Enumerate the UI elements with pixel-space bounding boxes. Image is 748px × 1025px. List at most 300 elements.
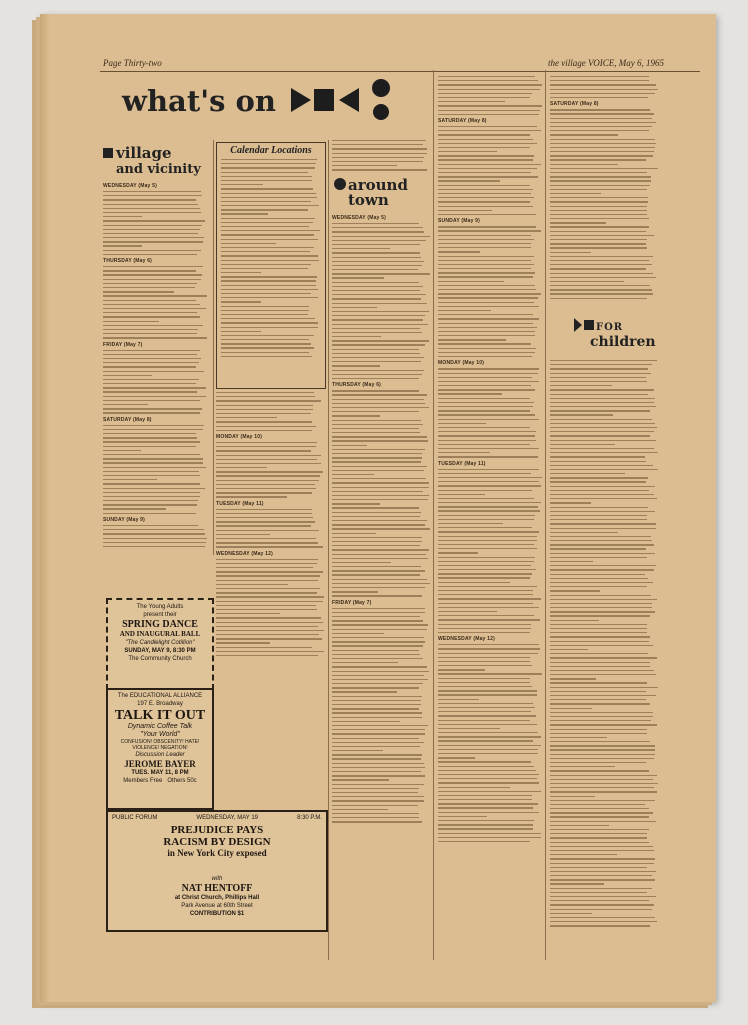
text-line <box>103 354 197 355</box>
text-line <box>332 424 423 425</box>
text-line <box>438 582 510 583</box>
text-line <box>550 557 647 558</box>
text-line <box>550 139 655 140</box>
text-line <box>332 411 419 412</box>
text-line <box>332 428 419 429</box>
text-line <box>221 243 276 244</box>
text-line <box>332 587 425 588</box>
text-line <box>438 456 538 457</box>
text-line <box>550 402 654 403</box>
text-line <box>103 404 148 405</box>
text-line <box>216 588 320 589</box>
text-line <box>332 482 429 483</box>
text-line <box>216 622 323 623</box>
text-line <box>103 379 199 380</box>
text-line <box>332 503 380 504</box>
text-line <box>103 212 201 213</box>
text-line <box>103 425 204 426</box>
text-line <box>550 548 646 549</box>
text-line <box>550 825 609 826</box>
text-line <box>216 580 318 581</box>
text-line <box>332 570 425 571</box>
text-line <box>103 283 197 284</box>
text-line <box>550 494 654 495</box>
text-line <box>438 615 534 616</box>
text-line <box>103 291 174 292</box>
text-line <box>332 725 428 726</box>
text-line <box>550 607 652 608</box>
text-line <box>550 214 647 215</box>
text-line <box>550 502 591 503</box>
text-line <box>438 594 533 595</box>
text-line <box>103 371 204 372</box>
text-line <box>221 260 319 261</box>
text-line <box>438 176 538 177</box>
section-around-town: around town <box>334 178 408 208</box>
text-line <box>103 471 199 472</box>
text-line <box>103 383 196 384</box>
text-line <box>550 293 653 294</box>
text-line <box>438 76 535 77</box>
text-line <box>332 227 423 228</box>
text-line <box>438 226 536 227</box>
text-line <box>550 210 647 211</box>
text-line <box>438 837 541 838</box>
text-line <box>332 574 420 575</box>
text-line <box>438 373 538 374</box>
text-line <box>438 477 542 478</box>
text-line <box>550 896 656 897</box>
text-line <box>438 343 531 344</box>
text-line <box>550 628 647 629</box>
text-line <box>550 189 647 190</box>
text-line <box>438 481 539 482</box>
text-line <box>103 441 200 442</box>
text-line <box>550 829 649 830</box>
text-line <box>438 540 537 541</box>
text-line <box>438 544 534 545</box>
text-line <box>221 356 312 357</box>
text-line <box>103 496 200 497</box>
text-line <box>103 525 198 526</box>
text-line <box>332 269 418 270</box>
text-line <box>550 151 654 152</box>
text-line <box>332 340 429 341</box>
text-line <box>438 828 533 829</box>
text-line <box>332 252 420 253</box>
text-line <box>550 536 651 537</box>
text-line <box>550 603 652 604</box>
text-line <box>438 440 536 441</box>
text-line <box>550 687 658 688</box>
text-line <box>332 537 422 538</box>
text-line <box>550 185 650 186</box>
text-line <box>550 770 649 771</box>
text-line <box>550 118 652 119</box>
text-line <box>438 206 533 207</box>
text-line <box>438 268 531 269</box>
text-line <box>216 450 311 451</box>
text-line <box>332 566 421 567</box>
text-line <box>216 442 317 443</box>
text-line <box>550 122 656 123</box>
text-line <box>332 687 419 688</box>
text-line <box>550 134 618 135</box>
text-line <box>550 206 647 207</box>
text-line <box>221 247 314 248</box>
text-line <box>332 813 419 814</box>
text-line <box>550 515 647 516</box>
text-line <box>550 511 655 512</box>
text-line <box>332 696 422 697</box>
text-line <box>550 569 654 570</box>
text-line <box>103 446 196 447</box>
calendar-locations-box: Calendar Locations <box>216 142 326 389</box>
text-line <box>332 800 424 801</box>
text-line <box>438 235 531 236</box>
text-line <box>216 521 315 522</box>
text-line <box>438 276 533 277</box>
text-line <box>550 662 650 663</box>
text-line <box>550 364 652 365</box>
text-line <box>438 833 541 834</box>
text-line <box>550 800 655 801</box>
text-line <box>332 641 425 642</box>
text-line <box>332 474 374 475</box>
text-line <box>438 628 531 629</box>
text-line <box>550 892 647 893</box>
text-line <box>550 875 652 876</box>
text-line <box>438 89 540 90</box>
text-line <box>332 495 429 496</box>
text-line <box>216 596 324 597</box>
text-line <box>332 792 418 793</box>
text-line <box>332 487 429 488</box>
text-line <box>438 306 539 307</box>
text-line <box>550 787 654 788</box>
text-line <box>103 433 196 434</box>
text-line <box>332 478 426 479</box>
text-line <box>332 533 376 534</box>
text-line <box>221 280 316 281</box>
text-line <box>550 863 654 864</box>
text-line <box>438 573 532 574</box>
text-line <box>332 399 424 400</box>
text-line <box>438 494 485 495</box>
text-line <box>550 703 650 704</box>
text-line <box>332 624 428 625</box>
text-line <box>438 272 535 273</box>
text-line <box>550 235 654 236</box>
text-line <box>438 740 533 741</box>
text-line <box>332 303 427 304</box>
text-line <box>550 97 648 98</box>
text-line <box>103 391 197 392</box>
text-line <box>216 542 318 543</box>
text-line <box>216 609 317 610</box>
text-line <box>332 265 422 266</box>
text-line <box>438 807 533 808</box>
text-line <box>550 226 649 227</box>
text-line <box>103 529 204 530</box>
text-line <box>550 473 625 474</box>
text-line <box>221 167 315 168</box>
text-line <box>438 682 530 683</box>
text-line <box>103 333 197 334</box>
text-line <box>550 595 651 596</box>
text-line <box>550 172 647 173</box>
text-line <box>103 250 201 251</box>
text-line <box>103 408 202 409</box>
text-line <box>221 251 310 252</box>
text-line <box>438 515 535 516</box>
text-line <box>332 286 423 287</box>
text-line <box>216 605 316 606</box>
text-line <box>216 513 312 514</box>
text-line <box>438 711 531 712</box>
text-line <box>550 532 618 533</box>
text-line <box>332 157 424 158</box>
text-line <box>221 264 311 265</box>
text-line <box>103 500 198 501</box>
text-line <box>103 400 200 401</box>
text-line <box>438 230 541 231</box>
text-line <box>103 396 206 397</box>
text-line <box>216 638 322 639</box>
text-line <box>550 385 612 386</box>
text-line <box>438 502 541 503</box>
text-line <box>550 858 655 859</box>
text-line <box>438 699 479 700</box>
text-line <box>103 337 207 338</box>
text-line <box>438 193 531 194</box>
text-line <box>438 736 541 737</box>
text-line <box>221 163 316 164</box>
text-line <box>438 126 537 127</box>
text-line <box>221 289 318 290</box>
text-line <box>438 799 532 800</box>
text-line <box>438 523 503 524</box>
text-line <box>438 314 533 315</box>
text-line <box>332 499 428 500</box>
text-line <box>438 469 539 470</box>
text-line <box>332 608 425 609</box>
text-line <box>550 394 648 395</box>
text-line <box>550 239 647 240</box>
text-line <box>332 290 420 291</box>
text-line <box>438 653 538 654</box>
text-line <box>550 678 596 679</box>
text-line <box>550 745 655 746</box>
text-line <box>221 335 314 336</box>
text-line <box>550 427 657 428</box>
text-line <box>438 168 537 169</box>
text-line <box>550 766 615 767</box>
text-line <box>332 294 426 295</box>
text-line <box>332 236 430 237</box>
text-line <box>332 240 426 241</box>
text-line <box>332 257 421 258</box>
text-line <box>216 417 277 418</box>
text-line <box>550 695 656 696</box>
text-line <box>438 766 534 767</box>
text-line <box>332 691 397 692</box>
text-line <box>550 590 600 591</box>
text-line <box>332 817 419 818</box>
listings-column-3-top <box>332 140 430 180</box>
text-line <box>216 592 317 593</box>
text-line <box>216 492 312 493</box>
text-line <box>332 721 400 722</box>
text-line <box>221 306 309 307</box>
text-line <box>216 426 316 427</box>
text-line <box>550 691 646 692</box>
text-line <box>438 603 533 604</box>
text-line <box>550 523 656 524</box>
text-line <box>103 546 205 547</box>
text-line <box>438 770 536 771</box>
text-line <box>438 724 537 725</box>
text-line <box>550 712 653 713</box>
text-line <box>550 913 592 914</box>
text-line <box>550 147 655 148</box>
text-line <box>550 448 654 449</box>
text-line <box>550 586 647 587</box>
text-line <box>332 784 424 785</box>
text-line <box>438 155 534 156</box>
text-line <box>103 508 166 509</box>
text-line <box>221 293 311 294</box>
text-line <box>221 301 261 302</box>
text-line <box>103 195 202 196</box>
text-line <box>221 180 312 181</box>
text-line <box>216 430 312 431</box>
text-line <box>550 260 649 261</box>
text-line <box>103 362 199 363</box>
text-line <box>216 463 321 464</box>
text-line <box>438 812 539 813</box>
text-line <box>332 591 378 592</box>
text-line <box>438 632 530 633</box>
text-line <box>550 109 650 110</box>
text-line <box>438 619 540 620</box>
text-line <box>221 272 261 273</box>
text-line <box>438 285 535 286</box>
text-line <box>550 904 654 905</box>
text-line <box>332 733 425 734</box>
text-line <box>332 809 388 810</box>
text-line <box>550 273 653 274</box>
text-line <box>438 820 534 821</box>
text-line <box>438 327 537 328</box>
text-line <box>103 287 195 288</box>
text-line <box>438 134 530 135</box>
text-line <box>332 336 381 337</box>
text-line <box>438 172 531 173</box>
text-line <box>438 548 537 549</box>
text-line <box>438 310 491 311</box>
ad-prejudice-pays: PUBLIC FORUM WEDNESDAY, MAY 19 8:30 P.M. PREJUDICE PAYS RACISM BY DESIGN in New York City exposed with NAT HENTOFF at Christ Church, Phillips Hall Park Avenue at 60th Street CONTRIBUTION $1 <box>106 810 328 932</box>
text-line <box>438 787 510 788</box>
text-line <box>550 419 652 420</box>
text-line <box>438 561 534 562</box>
text-line <box>550 837 647 838</box>
text-line <box>438 431 536 432</box>
text-line <box>550 252 591 253</box>
text-line <box>103 266 203 267</box>
text-line <box>550 381 647 382</box>
text-line <box>332 332 422 333</box>
text-line <box>550 779 653 780</box>
text-line <box>550 130 649 131</box>
text-line <box>550 783 658 784</box>
text-line <box>221 255 318 256</box>
text-line <box>103 229 200 230</box>
text-line <box>438 293 541 294</box>
text-line <box>550 193 601 194</box>
text-line <box>332 445 367 446</box>
text-line <box>438 389 535 390</box>
text-line <box>438 264 534 265</box>
text-line <box>332 763 424 764</box>
text-line <box>103 241 203 242</box>
text-line <box>332 558 428 559</box>
text-line <box>438 707 535 708</box>
text-line <box>332 579 427 580</box>
text-line <box>438 393 502 394</box>
text-line <box>332 616 420 617</box>
text-line <box>550 368 648 369</box>
text-line <box>438 297 538 298</box>
text-line <box>438 715 536 716</box>
text-line <box>332 729 425 730</box>
text-line <box>332 344 425 345</box>
text-line <box>332 370 424 371</box>
text-line <box>332 407 429 408</box>
text-line <box>550 657 657 658</box>
text-line <box>550 159 646 160</box>
text-line <box>332 324 428 325</box>
text-line <box>550 435 650 436</box>
text-line <box>550 867 647 868</box>
text-line <box>550 477 648 478</box>
text-line <box>550 812 653 813</box>
text-line <box>221 343 311 344</box>
text-line <box>550 850 654 851</box>
text-line <box>438 435 535 436</box>
text-line <box>332 717 422 718</box>
text-line <box>550 574 645 575</box>
text-line <box>550 452 658 453</box>
text-line <box>103 488 205 489</box>
text-line <box>332 771 421 772</box>
text-line <box>438 720 530 721</box>
text-line <box>550 649 588 650</box>
text-line <box>332 394 427 395</box>
text-line <box>550 729 647 730</box>
text-line <box>438 197 534 198</box>
text-line <box>438 648 540 649</box>
text-line <box>216 392 314 393</box>
text-line <box>438 444 530 445</box>
text-line <box>332 788 419 789</box>
text-line <box>438 778 537 779</box>
text-line <box>550 444 615 445</box>
text-line <box>216 413 311 414</box>
text-line <box>438 761 531 762</box>
text-line <box>550 80 649 81</box>
text-line <box>216 546 323 547</box>
